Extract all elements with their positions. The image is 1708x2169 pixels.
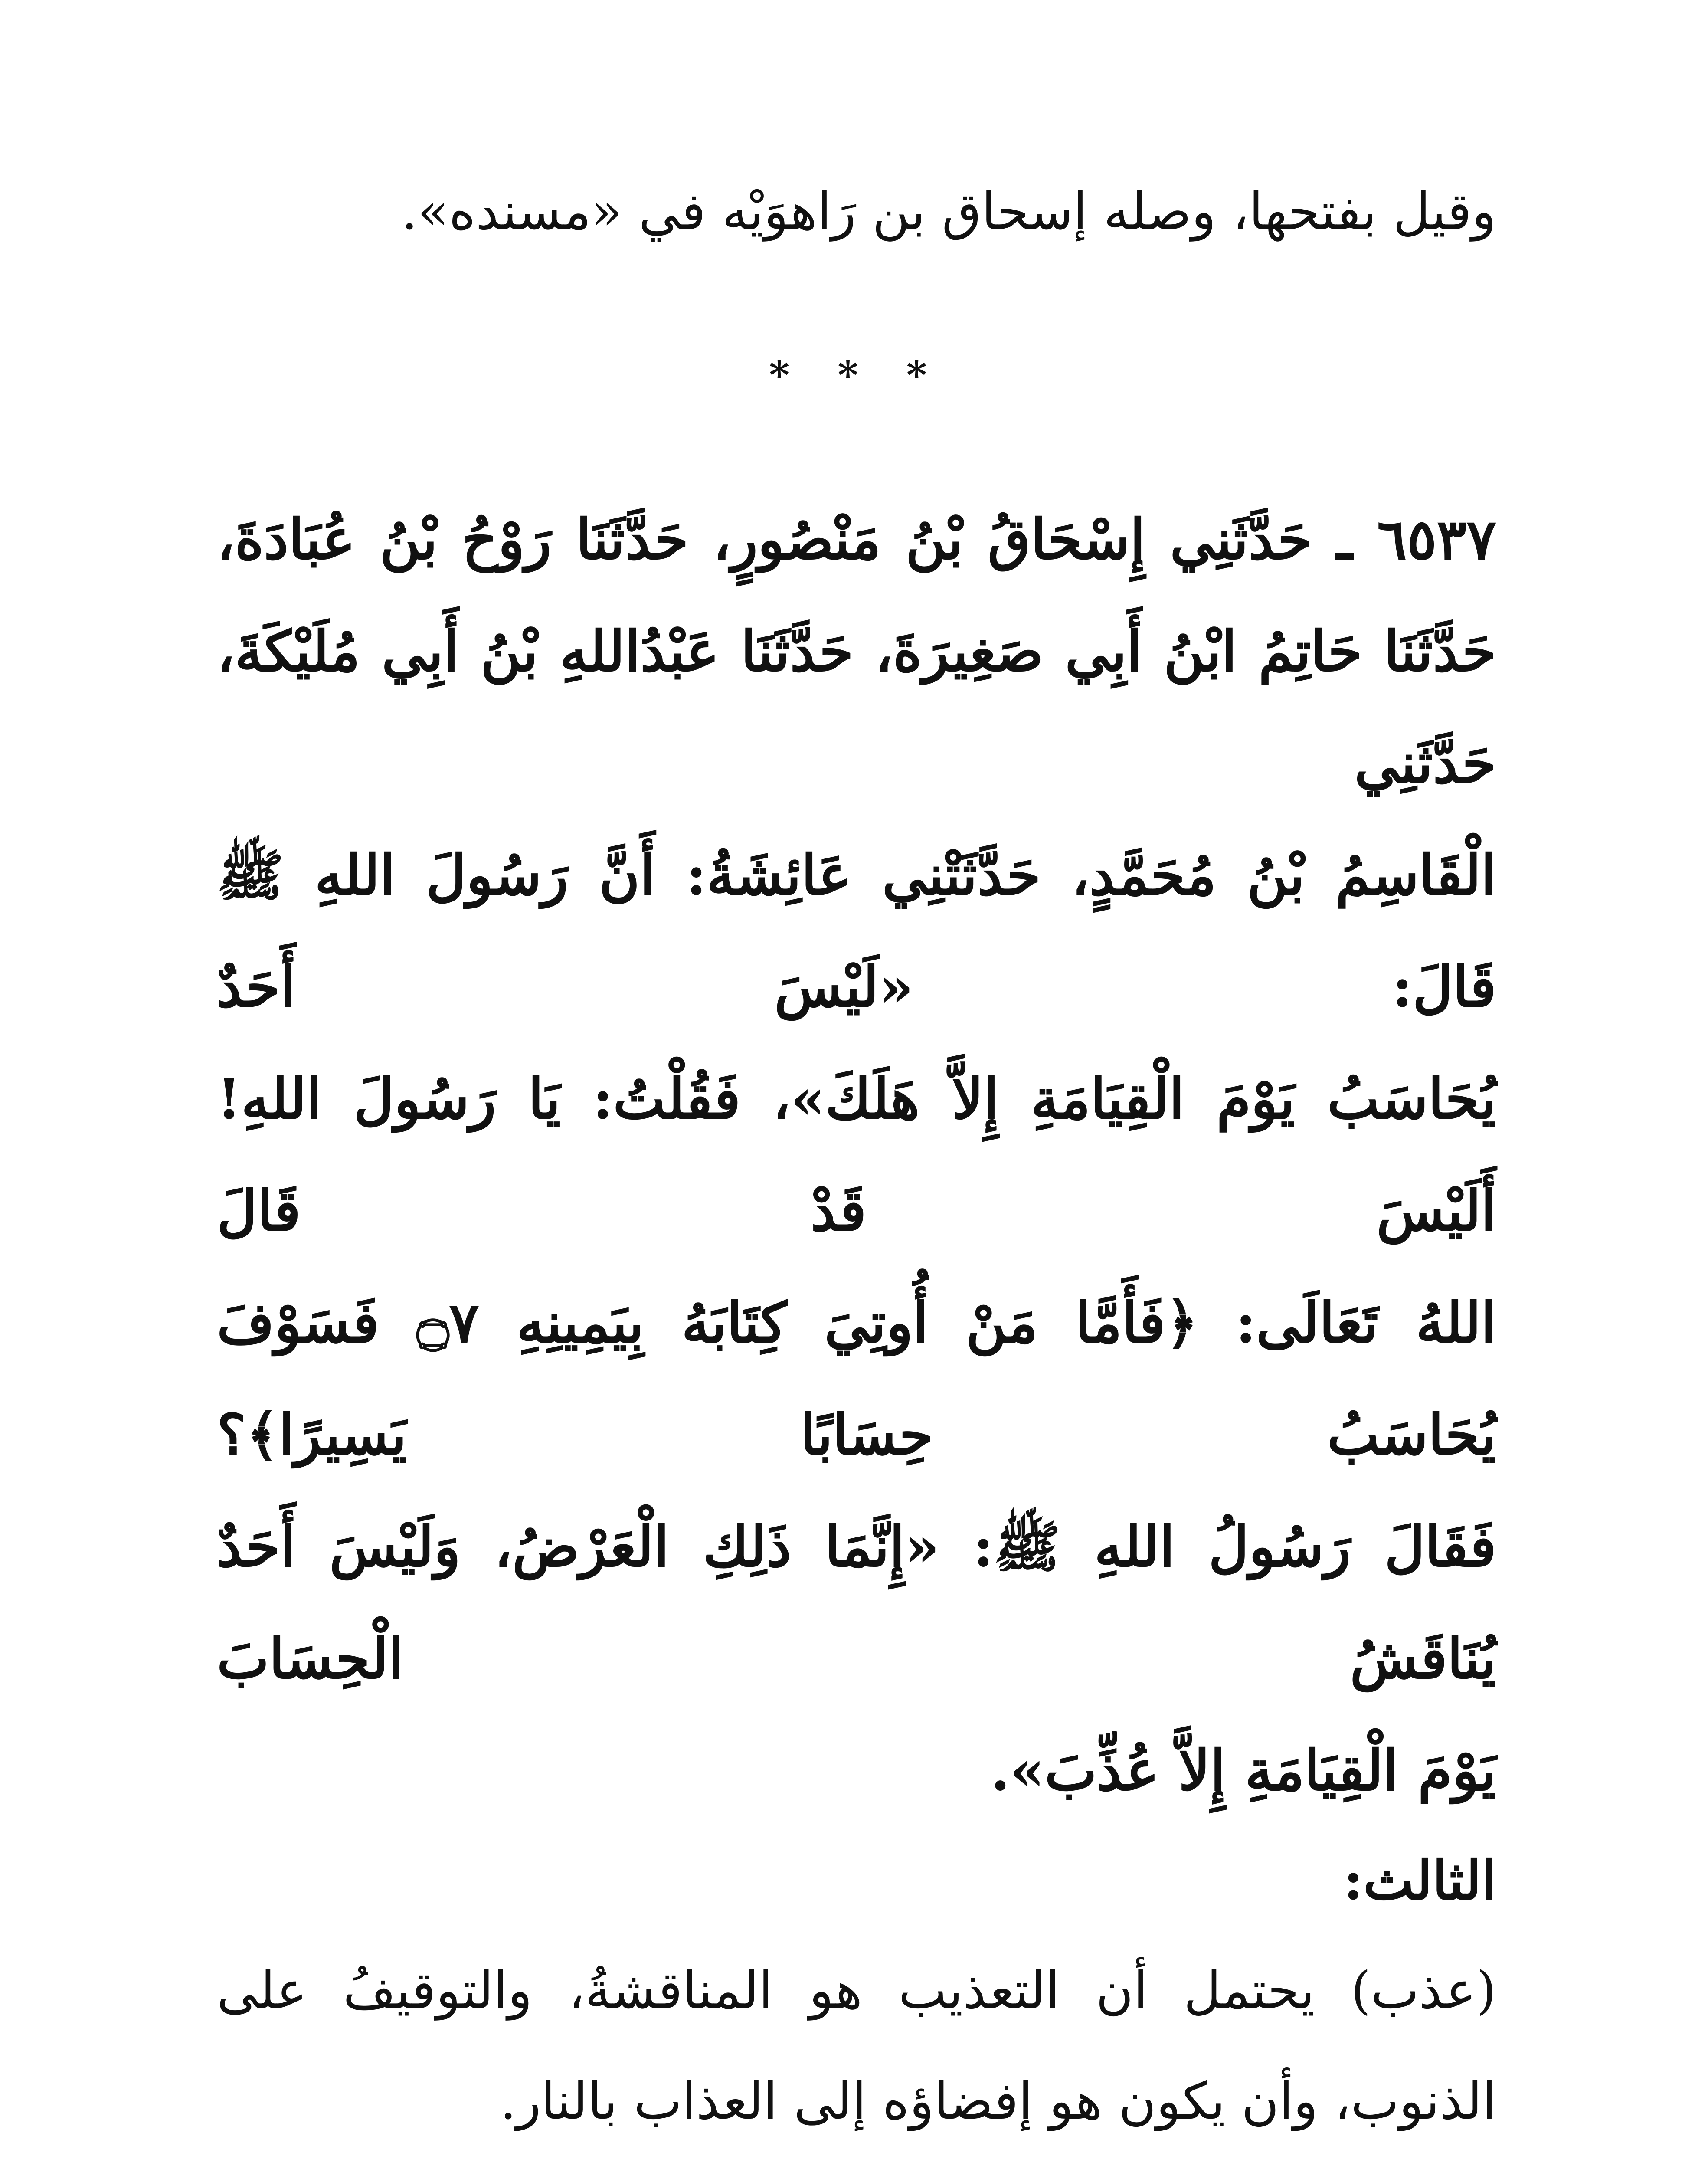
intro-line: وقيل بفتحها، وصله إسحاق بن رَاهوَيْه في «مسنده». xyxy=(401,181,1496,241)
hadith-6537-line: يُحَاسَبُ يَوْمَ الْقِيَامَةِ إِلاَّ هَلَكَ»، فَقُلْتُ: يَا رَسُولَ اللهِ! أَلَيْسَ قَدْ قَالَ xyxy=(217,1067,1496,1244)
hadith-6537-line: ٦٥٣٧ ـ حَدَّثَنِي إِسْحَاقُ بْنُ مَنْصُورٍ، حَدَّثَنَا رَوْحُ بْنُ عُبَادَةَ، xyxy=(217,507,1497,572)
hadith-6537-line: يَوْمَ الْقِيَامَةِ إِلاَّ عُذِّبَ». xyxy=(991,1738,1496,1803)
commentary-line: (عذب) يحتمل أن التعذيب هو المناقشةُ، والتوقيفُ على xyxy=(217,1960,1496,2020)
commentary-line: الذنوب، وأن يكون هو إفضاؤه إلى العذاب بالنار. xyxy=(500,2071,1496,2131)
hadith-6537-line: اللهُ تَعَالَى: ﴿فَأَمَّا مَنْ أُوتِيَ كِتَابَهُ بِيَمِينِهِ ۝٧ فَسَوْفَ يُحَاسَبُ حِسَابًا يَسِيرًا﴾؟ xyxy=(217,1291,1497,1468)
commentary-paragraph xyxy=(217,1935,1496,2156)
heading-third: الثالث: xyxy=(1343,1849,1496,1912)
hadith-6537-line: حَدَّثَنَا حَاتِمُ ابْنُ أَبِي صَغِيرَةَ، حَدَّثَنَا عَبْدُاللهِ بْنُ أَبِي مُلَيْكَةَ، حَدَّثَنِي xyxy=(217,619,1496,796)
hadith-6537-line: الْقَاسِمُ بْنُ مُحَمَّدٍ، حَدَّثَتْنِي عَائِشَةُ: أَنَّ رَسُولَ اللهِ ﷺ قَالَ: «لَيْسَ أَحَدٌ xyxy=(217,843,1496,1020)
hadith-6537 xyxy=(217,484,1496,1827)
section-separator: * * * xyxy=(769,352,944,398)
book-page xyxy=(217,156,1496,2169)
hadith-6537-line: فَقَالَ رَسُولُ اللهِ ﷺ: «إِنَّمَا ذَلِكِ الْعَرْضُ، وَلَيْسَ أَحَدٌ يُنَاقَشُ الْحِسَابَ xyxy=(217,1514,1496,1691)
